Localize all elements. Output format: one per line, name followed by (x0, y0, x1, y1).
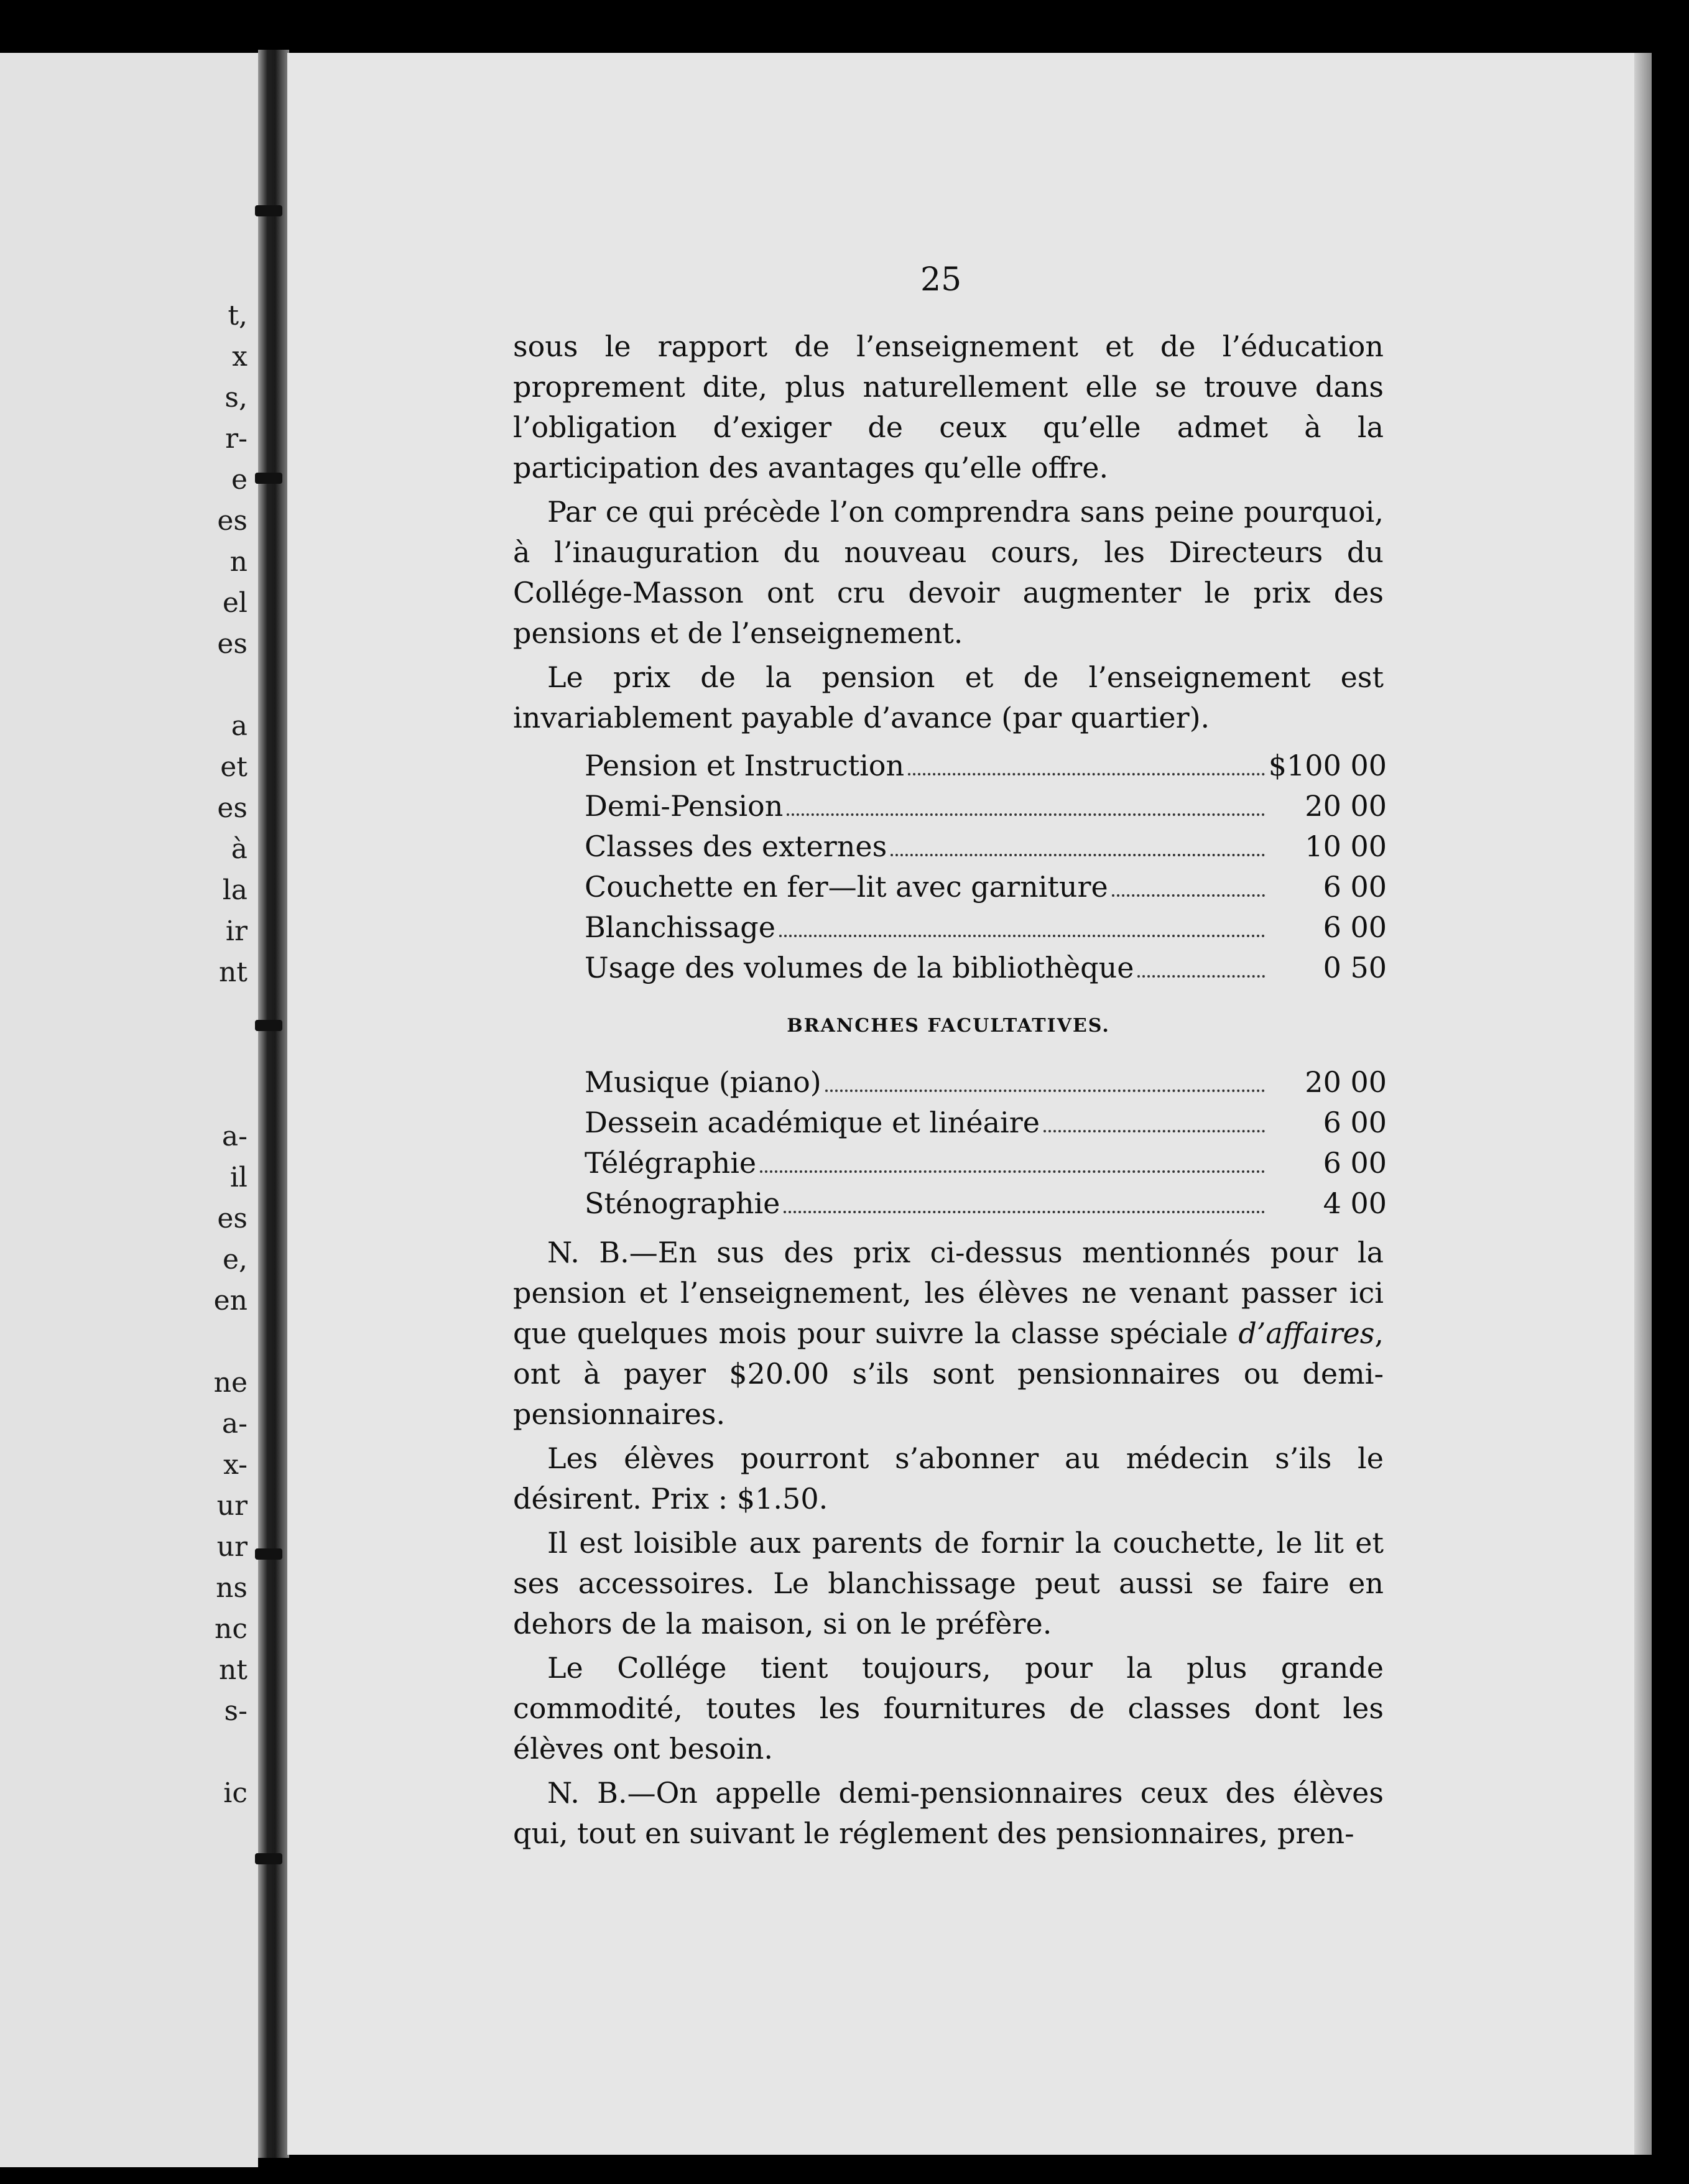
edge-fragment: ur (216, 1490, 248, 1522)
fee-row (585, 1143, 1387, 1183)
nota-bene-paragraph (513, 1233, 1384, 1435)
edge-fragment: ir (225, 915, 248, 947)
binding-stitch (255, 205, 282, 216)
edge-fragment: n (229, 546, 248, 578)
dot-leader (1112, 894, 1265, 897)
fee-amount: 20 00 (1305, 1065, 1387, 1099)
left-page-edge-text (11, 53, 248, 2167)
left-page (0, 53, 258, 2167)
page-body (513, 326, 1387, 1858)
fee-label: Pension et Instruction (585, 749, 905, 782)
paragraph: Le prix de la pension et de l’enseignement est invariablement payable d’avance (par quartier). (513, 660, 1384, 734)
fee-row (585, 948, 1387, 988)
dot-leader (760, 1170, 1265, 1173)
fee-amount: 0 50 (1323, 951, 1387, 984)
edge-fragment: ur (216, 1531, 248, 1563)
fee-label: Demi-Pension (585, 789, 784, 823)
paragraph: Le Collége tient toujours, pour la plus grande commodité, toutes les fournitures de classes dont les élèves ont besoin. (513, 1651, 1384, 1765)
nota-bene-paragraph: N. B.—On appelle demi-pensionnaires ceux des élèves qui, tout en suivant le réglement des pensionnaires, pren- (513, 1776, 1384, 1850)
edge-fragment: ne (213, 1367, 248, 1399)
dot-leader (825, 1090, 1265, 1092)
edge-fragment: es (217, 628, 248, 660)
dot-leader (908, 773, 1265, 775)
edge-fragment: s- (224, 1695, 248, 1727)
edge-fragment: e, (222, 1244, 248, 1275)
edge-fragment: t, (228, 300, 248, 331)
edge-fragment: s, (224, 382, 248, 414)
fee-row (585, 786, 1387, 826)
book-gutter (258, 50, 289, 2158)
edge-fragment (11, 1075, 248, 1116)
edge-fragment: es (217, 792, 248, 824)
edge-fragment: nc (215, 1613, 248, 1645)
binding-stitch (255, 1020, 282, 1031)
fee-label: Classes des externes (585, 830, 887, 863)
fee-label: Télégraphie (585, 1146, 757, 1180)
dot-leader (1137, 975, 1265, 978)
edge-fragment: e (231, 464, 248, 496)
edge-spacer (11, 53, 248, 295)
edge-fragment: nt (218, 956, 248, 988)
binding-stitch (255, 1548, 282, 1560)
paragraph: Par ce qui précède l’on comprendra sans peine pourquoi, à l’inauguration du nouveau cours, les Directeurs du Collége-Masson ont cru devoir augmenter le prix des pensions et de l’enseignement. (513, 495, 1384, 650)
edge-fragment: x (232, 341, 248, 372)
nb-text: N. B.—En sus des prix ci-dessus mentionnés pour la pension et l’enseignement, les élèves ne venant passer ici que quelques mois pour suivre la classe spéciale (513, 1236, 1384, 1350)
dot-leader (787, 813, 1265, 816)
edge-fragment (11, 993, 248, 1034)
edge-fragment: es (217, 505, 248, 537)
section-heading: BRANCHES FACULTATIVES. (787, 1015, 1110, 1037)
edge-fragment (11, 1321, 248, 1363)
fee-table (585, 746, 1387, 988)
edge-fragment (11, 665, 248, 706)
fee-amount: 20 00 (1305, 789, 1387, 823)
edge-fragment: a- (221, 1121, 248, 1152)
fee-row (585, 1103, 1387, 1143)
edge-fragment: el (222, 587, 248, 619)
nb-text: , ont à payer $20.00 s’ils sont pensionnaires ou demi-pensionnaires. (513, 1316, 1384, 1431)
edge-fragment: a- (221, 1408, 248, 1440)
fee-row (585, 826, 1387, 867)
edge-fragment: en (213, 1285, 248, 1316)
fee-amount: 6 00 (1323, 1146, 1387, 1180)
fee-amount: 10 00 (1305, 830, 1387, 863)
fee-label: Blanchissage (585, 910, 775, 944)
fee-label: Usage des volumes de la bibliothèque (585, 951, 1134, 984)
fee-amount: $100 00 (1268, 749, 1387, 782)
edge-fragment: il (229, 1162, 248, 1193)
edge-fragment: ic (223, 1777, 248, 1809)
edge-fragment: a (231, 710, 248, 742)
fee-label: Couchette en fer—lit avec garniture (585, 870, 1108, 904)
fee-label: Dessein académique et linéaire (585, 1106, 1040, 1139)
binding-stitch (255, 1853, 282, 1864)
fee-amount: 6 00 (1323, 870, 1387, 904)
fee-row (585, 1062, 1387, 1103)
edge-fragment: r- (225, 423, 248, 455)
dot-leader (784, 1211, 1265, 1213)
dot-leader (1043, 1130, 1265, 1132)
fee-row (585, 907, 1387, 948)
fee-amount: 4 00 (1323, 1187, 1387, 1220)
paragraph: sous le rapport de l’enseignement et de l’éducation proprement dite, plus naturellement elle se trouve dans l’obligation d’exiger de ceux qu’elle admet à la participation des avantages qu’elle offre. (513, 330, 1384, 484)
nb-italic-text: d’affaires (1238, 1316, 1375, 1350)
edge-fragment: la (222, 874, 248, 906)
fee-amount: 6 00 (1323, 1106, 1387, 1139)
page-number: 25 (920, 261, 962, 298)
edge-fragment (11, 1034, 248, 1075)
fee-label: Musique (piano) (585, 1065, 821, 1099)
edge-fragment: nt (218, 1654, 248, 1686)
fee-label: Sténographie (585, 1187, 780, 1220)
edge-fragment: ns (216, 1572, 248, 1604)
paragraph: Il est loisible aux parents de fornir la couchette, le lit et ses accessoires. Le blanchissage peut aussi se faire en dehors de la maison, si on le préfère. (513, 1526, 1384, 1640)
fee-row (585, 746, 1387, 786)
edge-fragment: à (231, 833, 248, 865)
fee-row (585, 1183, 1387, 1224)
paragraph: Les élèves pourront s’abonner au médecin s’ils le désirent. Prix : $1.50. (513, 1441, 1384, 1515)
fee-amount: 6 00 (1323, 910, 1387, 944)
fee-row (585, 867, 1387, 907)
dot-leader (779, 935, 1265, 937)
edge-fragment: et (220, 751, 248, 783)
binding-stitch (255, 473, 282, 484)
edge-fragment (11, 1732, 248, 1773)
edge-fragment: x- (223, 1449, 248, 1481)
page-edge-shadow (1634, 53, 1652, 2155)
dot-leader (891, 854, 1265, 856)
edge-fragment: es (217, 1203, 248, 1234)
optional-fee-table (585, 1062, 1387, 1224)
